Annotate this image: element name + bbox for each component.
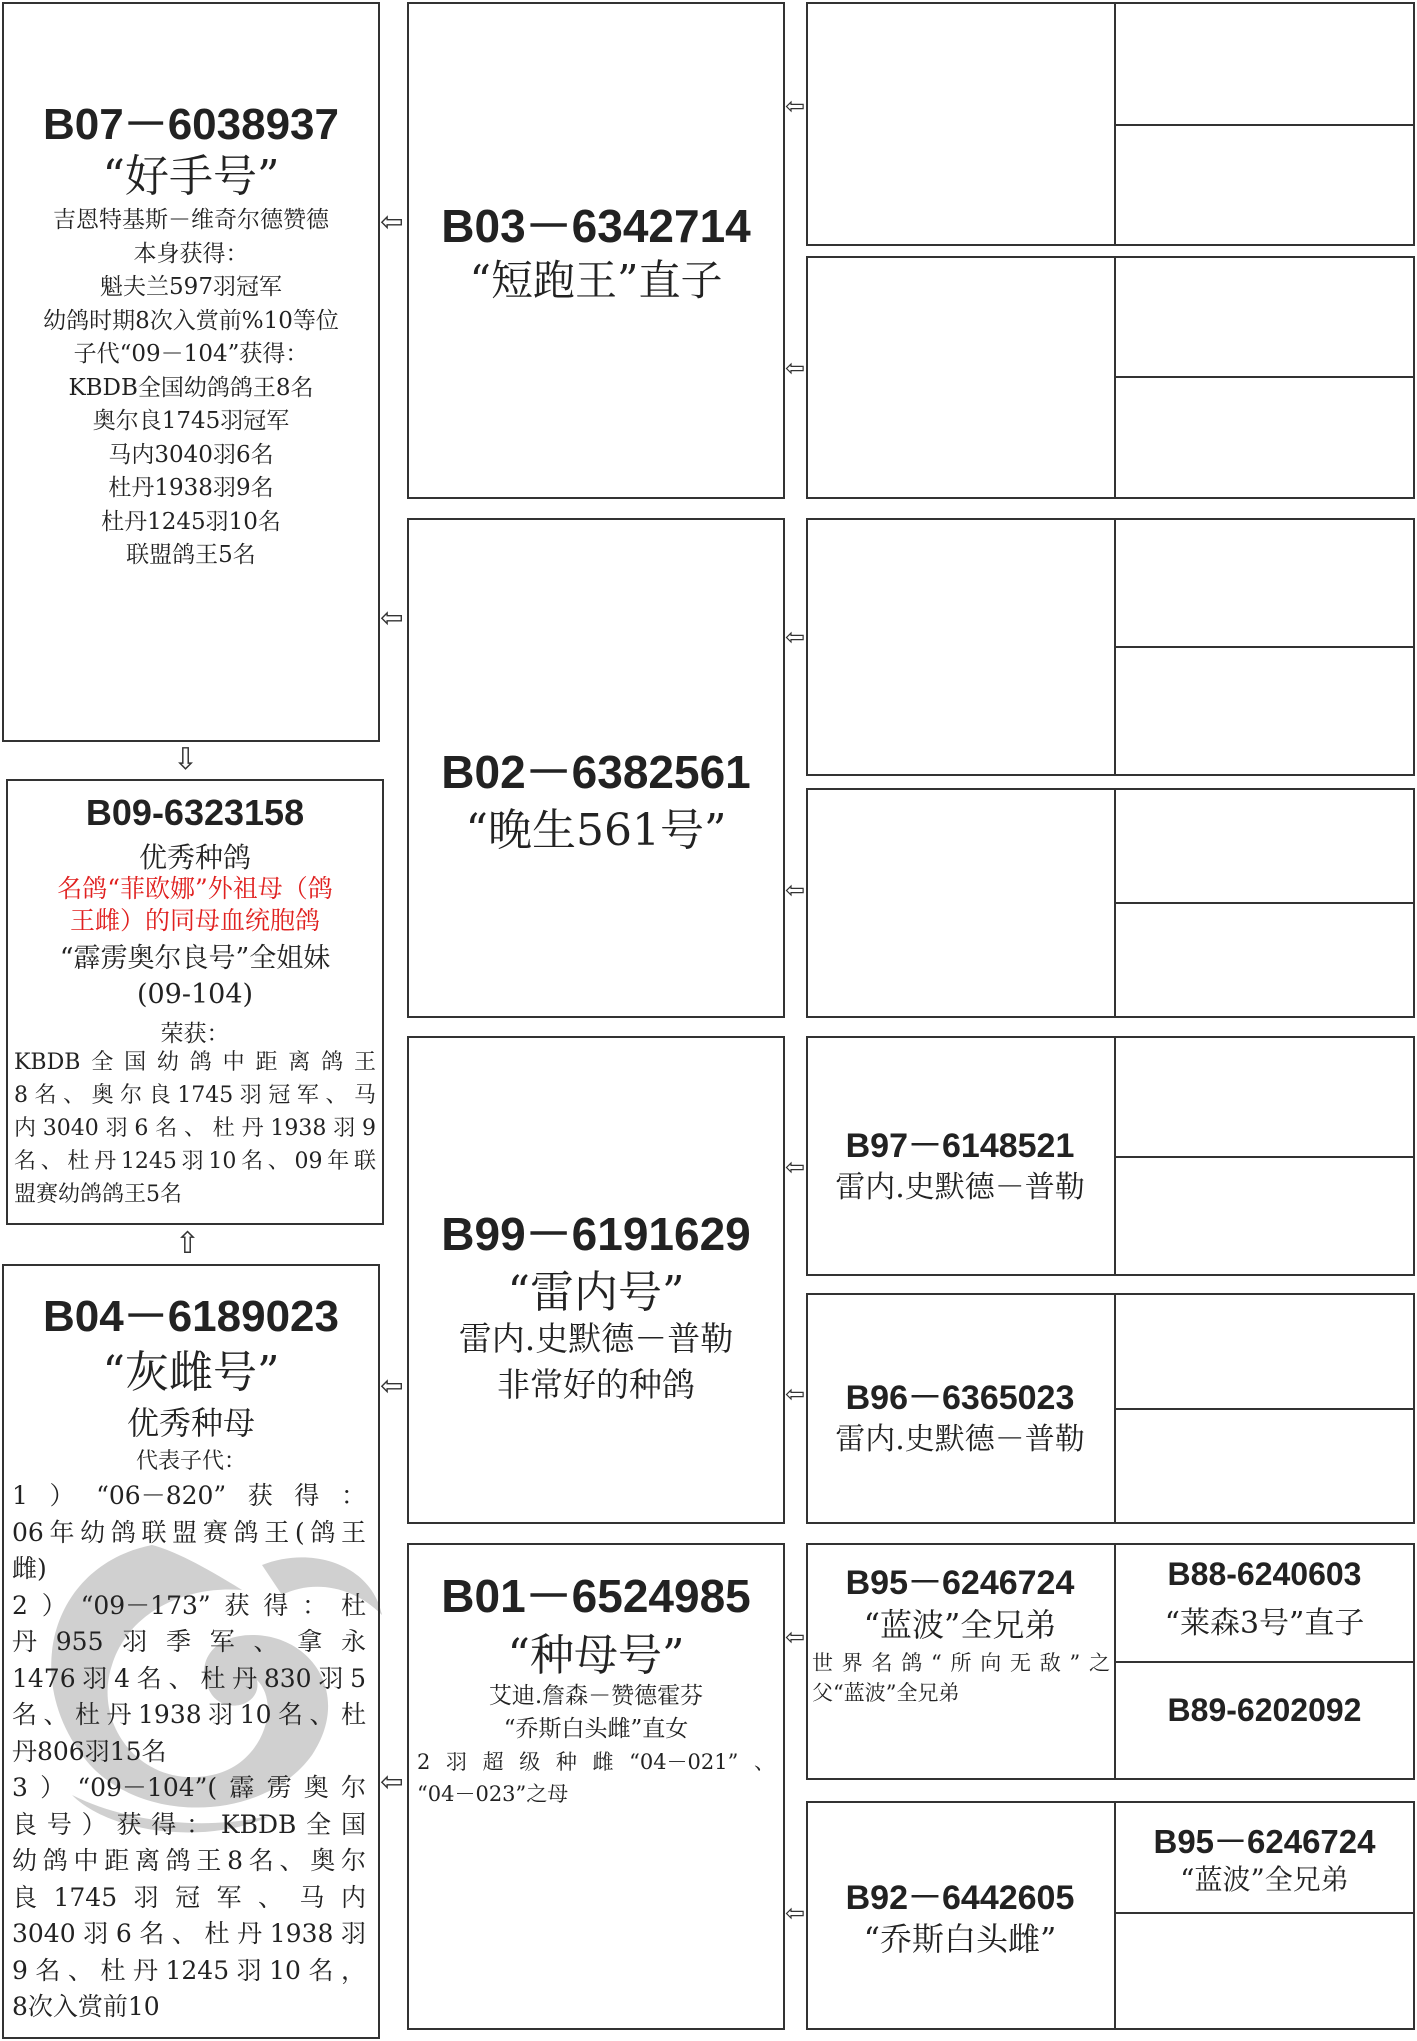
highlight-line: 王雌）的同母血统胞鸽 (69, 906, 320, 935)
pigeon-name: “乔斯白头雌” (863, 1920, 1057, 1958)
ring-number: B92－6442605 (845, 1879, 1075, 1917)
ring-number: B04－6189023 (42, 1292, 339, 1341)
left-arrow-icon: ⇦ (380, 601, 404, 634)
detail-line: 丹955羽季军、拿永 (12, 1627, 366, 1656)
ring-number: B02－6382561 (441, 746, 751, 798)
left-arrow-icon: ⇦ (785, 92, 806, 120)
detail-line: 非常好的种鸽 (497, 1365, 695, 1404)
detail-line: 1）“06－820”获得： (12, 1481, 366, 1510)
pigeon-name: “短跑王”直子 (469, 256, 723, 305)
left-arrow-icon: ⇦ (785, 623, 806, 651)
pigeon-name: “雷内号” (507, 1267, 685, 1318)
b01-note (417, 1746, 775, 1810)
detail-line: 1476羽4名、杜丹830羽5 (12, 1663, 366, 1693)
pigeon-name: “蓝波”全兄弟 (863, 1606, 1057, 1644)
honor-line: 名、杜丹1245羽10名、09年联 (14, 1149, 376, 1174)
pigeon-name: “蓝波”全兄弟 (1180, 1863, 1349, 1896)
left-arrow-icon: ⇦ (785, 354, 806, 382)
detail-line: (09-104) (136, 979, 254, 1010)
detail-line: 艾迪.詹森－赞德霍芬 (488, 1683, 704, 1709)
detail-line: 良1745羽冠军、马内 (12, 1882, 366, 1912)
ring-number: B09-6323158 (85, 792, 305, 833)
divider (1114, 1912, 1415, 1914)
detail-line: 9名、杜丹1245羽10名， (12, 1955, 366, 1985)
ring-number: B03－6342714 (441, 200, 751, 252)
detail-line: 奥尔良1745羽冠军 (92, 408, 290, 434)
detail-line: 幼鸽中距离鸽王8名、奥尔 (12, 1846, 366, 1875)
detail-line: 马内3040羽6名 (108, 441, 274, 468)
b95-details (812, 1648, 1110, 1708)
detail-line: “乔斯白头雌”直女 (503, 1716, 689, 1742)
ring-number: B97－6148521 (845, 1127, 1075, 1165)
honor-line: 盟赛幼鸽鸽王5名 (14, 1182, 182, 1207)
detail-line: 丹806羽15名 (12, 1736, 167, 1766)
detail-line: 杜丹1245羽10名 (101, 508, 281, 535)
note-line: 2羽超级种雌“04－021”、 (417, 1750, 775, 1774)
divider (1114, 1156, 1415, 1158)
b09-highlight (6, 873, 384, 937)
detail-line: KBDB全国幼鸽鸽王8名 (68, 374, 314, 401)
pigeon-name: “好手号” (102, 151, 280, 202)
detail-line: 8次入赏前10 (12, 1992, 160, 2021)
detail-line: 魁夫兰597羽冠军 (100, 274, 282, 300)
divider (1114, 376, 1415, 378)
up-arrow-icon: ⇧ (175, 1226, 201, 1261)
left-arrow-icon: ⇦ (380, 1369, 404, 1402)
detail-line: 子代“09－104”获得： (73, 341, 309, 367)
honors-label: 荣获： (160, 1021, 230, 1047)
breeder-name: 雷内.史默德－普勒 (835, 1170, 1085, 1205)
detail-line: 06年幼鸽联盟赛鸽王(鸽王 (12, 1517, 366, 1547)
ring-number: B07－6038937 (42, 100, 339, 149)
detail-line: 杜丹1938羽9名 (108, 475, 274, 501)
b09-details (6, 941, 384, 1013)
honor-line: 内3040羽6名、杜丹1938羽9 (14, 1116, 376, 1141)
detail-line: 吉恩特基斯－维奇尔德赞德 (53, 207, 329, 233)
divider (1114, 124, 1415, 126)
pigeon-subtitle: 优秀种鸽 (138, 841, 251, 874)
b09-honors (14, 1046, 376, 1211)
detail-line: 雷内.史默德－普勒 (458, 1319, 734, 1358)
detail-line: 3040羽6名、杜丹1938羽 (12, 1919, 366, 1948)
detail-line: 名、杜丹1938羽10名、杜 (12, 1700, 366, 1729)
detail-line: 本身获得： (133, 240, 249, 267)
breeder-name: 雷内.史默德－普勒 (835, 1422, 1085, 1457)
detail-line: 雌) (12, 1554, 47, 1583)
divider (1114, 1661, 1415, 1663)
ring-number: B88-6240603 (1167, 1556, 1362, 1592)
pigeon-subtitle: 优秀种母 (126, 1404, 255, 1442)
detail-line: 联盟鸽王5名 (126, 542, 256, 568)
offspring-label: 代表子代： (135, 1449, 246, 1474)
detail-line: 2）“09－173”获得：杜 (12, 1590, 366, 1620)
ring-number: B89-6202092 (1167, 1692, 1362, 1728)
detail-line: “霹雳奥尔良号”全姐妹 (59, 943, 331, 974)
left-arrow-icon: ⇦ (785, 876, 806, 904)
highlight-line: 名鸽“菲欧娜”外祖母（鸽 (57, 874, 333, 903)
b99-details (407, 1316, 785, 1408)
ring-number: B01－6524985 (441, 1570, 751, 1622)
b01-details (407, 1680, 785, 1746)
pigeon-name: “晚生561号” (465, 805, 727, 856)
left-arrow-icon: ⇦ (785, 1899, 806, 1927)
divider (1114, 902, 1415, 904)
detail-line: 良号）获得：KBDB全国 (12, 1809, 366, 1839)
down-arrow-icon: ⇩ (173, 742, 199, 777)
detail-line: 幼鸽时期8次入赏前%10等位 (43, 307, 339, 334)
ring-number: B95－6246724 (1153, 1823, 1376, 1860)
pigeon-name: “种母号” (507, 1630, 685, 1681)
ring-number: B96－6365023 (845, 1379, 1075, 1417)
detail-line: 父“蓝波”全兄弟 (812, 1681, 960, 1705)
left-arrow-icon: ⇦ (380, 1765, 404, 1798)
b07-details (2, 204, 380, 573)
divider (1114, 1408, 1415, 1410)
pigeon-name: “莱森3号”直子 (1164, 1606, 1365, 1641)
divider (1114, 646, 1415, 648)
detail-line: 3）“09－104”(霹雳奥尔 (12, 1773, 366, 1802)
ring-number: B99－6191629 (441, 1208, 751, 1260)
note-line: “04－023”之母 (417, 1782, 569, 1806)
pigeon-name: “灰雌号” (102, 1347, 280, 1398)
detail-line: 世界名鸽“所向无敌”之 (812, 1651, 1110, 1675)
honor-line: 8名、奥尔良1745羽冠军、马 (14, 1083, 376, 1108)
left-arrow-icon: ⇦ (785, 1380, 806, 1408)
honor-line: KBDB全国幼鸽中距离鸽王 (14, 1050, 376, 1075)
left-arrow-icon: ⇦ (380, 205, 404, 238)
left-arrow-icon: ⇦ (785, 1153, 806, 1181)
b04-details (12, 1478, 366, 2026)
ring-number: B95－6246724 (845, 1564, 1075, 1602)
left-arrow-icon: ⇦ (785, 1623, 806, 1651)
